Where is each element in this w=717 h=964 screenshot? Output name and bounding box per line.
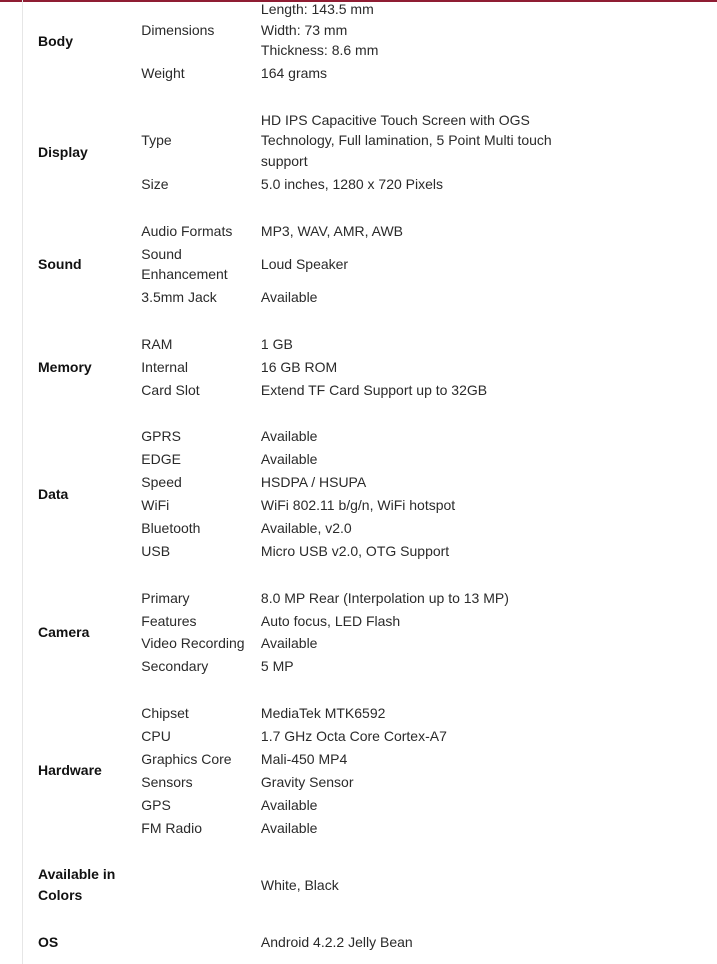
spec-value-line: MP3, WAV, AMR, AWB (260, 222, 404, 239)
spec-value-line: Available, v2.0 (260, 519, 352, 536)
spec-value (261, 333, 598, 356)
spec-value-line: Available (260, 635, 318, 652)
spec-row (38, 425, 598, 448)
spec-value (261, 471, 598, 494)
spec-value-line: 1 GB (260, 335, 293, 352)
spec-value (261, 286, 598, 309)
spec-label: Secondary (141, 658, 209, 675)
spec-label: Features (141, 612, 197, 629)
spec-sheet (38, 0, 598, 954)
section-spacer (38, 839, 598, 863)
spec-value-line: Width: 73 mm (260, 21, 348, 38)
spec-value (261, 62, 598, 85)
spec-value-line: Available (260, 288, 318, 305)
section-heading-colors: Available in Colors (38, 866, 116, 903)
left-divider (22, 0, 23, 964)
spec-value (261, 702, 598, 725)
spec-value (261, 816, 598, 839)
spec-value (261, 587, 598, 610)
spec-value (261, 378, 598, 401)
spec-label: GPRS (141, 428, 181, 445)
spec-value-line: 164 grams (260, 65, 328, 82)
section-spacer (38, 401, 598, 425)
spec-value (261, 242, 598, 285)
section-heading-camera: Camera (38, 624, 90, 640)
spec-value-line: Available (260, 819, 318, 836)
section-spacer (38, 309, 598, 333)
spec-label: Audio Formats (141, 222, 233, 239)
spec-value (261, 425, 598, 448)
spec-row (38, 702, 598, 725)
section-heading-os: OS (38, 933, 59, 950)
spec-value-line: Auto focus, LED Flash (260, 612, 401, 629)
spec-label: Bluetooth (141, 519, 201, 536)
spec-value-line: Available (260, 796, 318, 813)
spec-value (261, 540, 598, 563)
spec-label: Dimensions (141, 21, 215, 38)
spec-label: Video Recording (141, 635, 245, 652)
section-spacer (38, 563, 598, 587)
spec-value-line: 1.7 GHz Octa Core Cortex-A7 (260, 728, 447, 745)
spec-label: EDGE (141, 451, 181, 468)
spec-value-line: WiFi 802.11 b/g/n, WiFi hotspot (260, 497, 456, 514)
spec-label: Internal (141, 358, 188, 375)
spec-label: Graphics Core (141, 750, 232, 767)
spec-value-line: HSDPA / HSUPA (260, 474, 367, 491)
spec-value-line: HD IPS Capacitive Touch Screen with OGS Technology, Full lamination, 5 Point Multi touch support (260, 111, 552, 169)
spec-label: FM Radio (141, 819, 202, 836)
section-heading-hardware: Hardware (38, 762, 102, 779)
section-heading-display: Display (38, 143, 88, 160)
spec-label (141, 931, 261, 954)
spec-value (261, 494, 598, 517)
spec-value (261, 748, 598, 771)
spec-label: Type (141, 132, 172, 149)
section-heading-data: Data (38, 485, 69, 502)
spec-row (38, 333, 598, 356)
spec-label: 3.5mm Jack (141, 288, 217, 305)
spec-value (261, 0, 598, 62)
section-heading-sound: Sound (38, 255, 82, 272)
spec-value-line: Length: 143.5 mm (260, 1, 374, 18)
spec-value (261, 863, 598, 906)
spec-label: RAM (141, 335, 173, 352)
specifications-table (38, 0, 598, 954)
spec-value-line: Gravity Sensor (260, 773, 354, 790)
section-heading-body: Body (38, 33, 73, 50)
spec-value-line: Extend TF Card Support up to 32GB (260, 381, 488, 398)
spec-row (38, 863, 598, 906)
spec-value (261, 609, 598, 632)
spec-label: USB (141, 542, 171, 559)
spec-value (261, 109, 598, 173)
spec-value-line: 8.0 MP Rear (Interpolation up to 13 MP) (260, 589, 509, 606)
spec-value (261, 771, 598, 794)
spec-label: Size (141, 175, 169, 192)
spec-value-line: Thickness: 8.6 mm (260, 42, 379, 59)
spec-label (141, 863, 261, 906)
spec-label: Sound Enhancement (141, 245, 228, 283)
spec-label: Primary (141, 589, 190, 606)
spec-value-line: Mali-450 MP4 (260, 750, 348, 767)
spec-value-line: 5 MP (260, 658, 294, 675)
spec-value (261, 448, 598, 471)
spec-value (261, 725, 598, 748)
spec-row (38, 587, 598, 610)
spec-value (261, 517, 598, 540)
spec-label: GPS (141, 796, 171, 813)
spec-value-line: White, Black (260, 876, 339, 893)
spec-row (38, 0, 598, 62)
spec-label: Speed (141, 474, 182, 491)
spec-label: Weight (141, 65, 185, 82)
spec-value-line: MediaTek MTK6592 (260, 705, 386, 722)
spec-value-line: Available (260, 451, 318, 468)
spec-value (261, 220, 598, 243)
spec-value-line: 5.0 inches, 1280 x 720 Pixels (260, 175, 444, 192)
section-heading-memory: Memory (38, 358, 92, 375)
spec-value (261, 794, 598, 817)
section-spacer (38, 678, 598, 702)
section-spacer (38, 907, 598, 931)
spec-label: WiFi (141, 497, 170, 514)
spec-value (261, 655, 598, 678)
spec-value (261, 356, 598, 379)
spec-value-line: Available (260, 428, 318, 445)
spec-value-line: 16 GB ROM (260, 358, 338, 375)
spec-value (261, 632, 598, 655)
spec-row (38, 220, 598, 243)
spec-value (261, 173, 598, 196)
spec-label: Card Slot (141, 381, 200, 398)
spec-value-line: Micro USB v2.0, OTG Support (260, 542, 450, 559)
spec-row (38, 109, 598, 173)
spec-row (38, 931, 598, 954)
section-spacer (38, 85, 598, 109)
spec-value-line: Loud Speaker (260, 255, 349, 272)
spec-label: Chipset (141, 705, 189, 722)
spec-value-line: Android 4.2.2 Jelly Bean (260, 933, 413, 950)
spec-value (261, 931, 598, 954)
section-spacer (38, 196, 598, 220)
spec-label: CPU (141, 728, 171, 745)
spec-label: Sensors (141, 773, 193, 790)
